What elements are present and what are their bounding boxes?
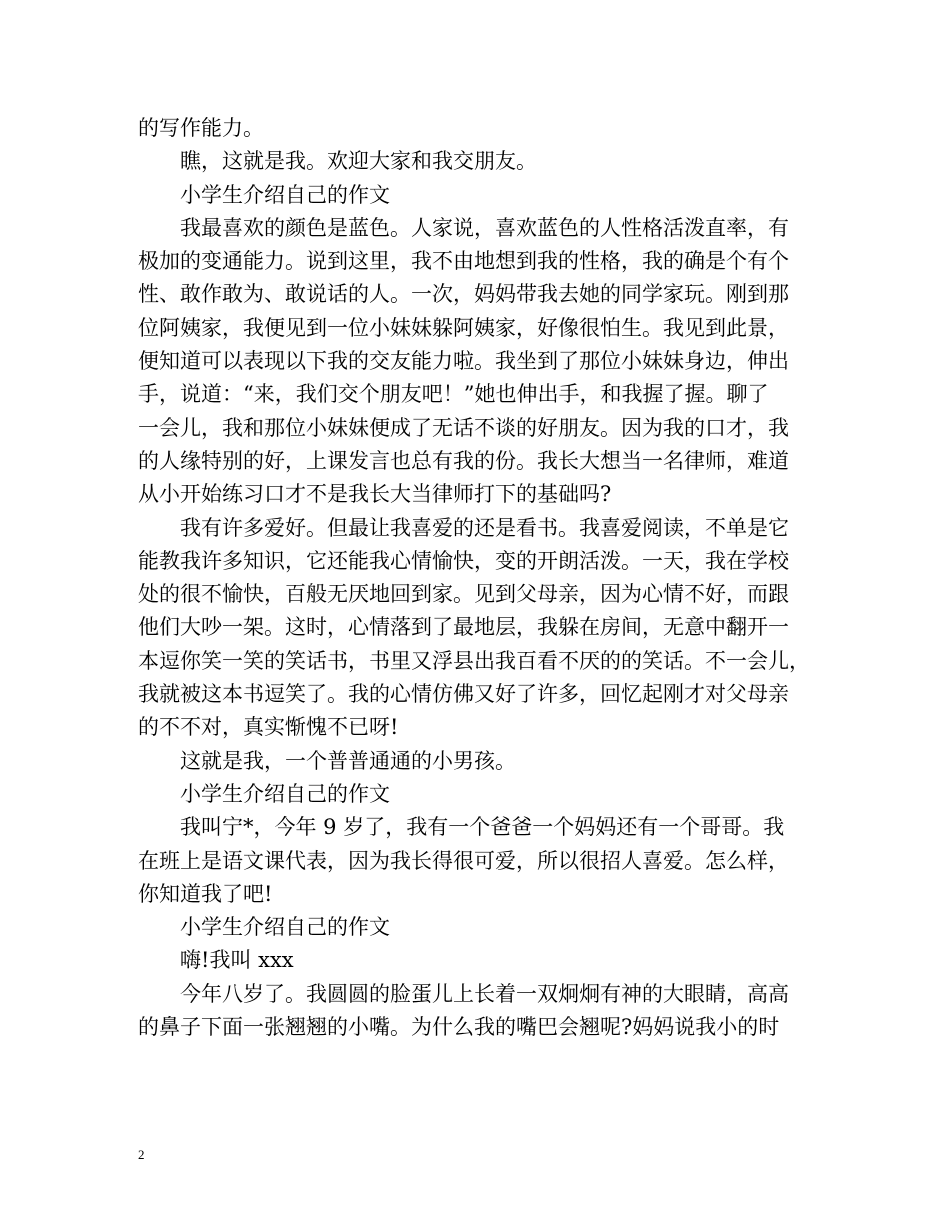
text-line: 本逗你笑一笑的笑话书，书里又浮县出我百看不厌的的笑话。不一会儿， xyxy=(138,648,810,673)
text-line: 性、敢作敢为、敢说话的人。一次，妈妈带我去她的同学家玩。刚到那 xyxy=(138,282,789,307)
text-line: 的不不对，真实惭愧不已呀! xyxy=(138,715,399,740)
text-line: 我就被这本书逗笑了。我的心情仿佛又好了许多，回忆起刚才对父母亲 xyxy=(138,682,789,707)
text-line: 今年八岁了。我圆圆的脸蛋儿上长着一双炯炯有神的大眼睛，高高 xyxy=(180,981,789,1006)
text-line: 在班上是语文课代表，因为我长得很可爱，所以很招人喜爱。怎么样， xyxy=(138,848,789,873)
text-line: 你知道我了吧! xyxy=(138,881,273,906)
text-line: 从小开始练习口才不是我长大当律师打下的基础吗? xyxy=(138,482,612,507)
text-line: 瞧，这就是我。欢迎大家和我交朋友。 xyxy=(180,149,537,174)
text-line: 我叫宁*，今年 9 岁了，我有一个爸爸一个妈妈还有一个哥哥。我 xyxy=(180,815,785,840)
text-line: 我最喜欢的颜色是蓝色。人家说，喜欢蓝色的人性格活泼直率，有 xyxy=(180,215,789,240)
text-line: 便知道可以表现以下我的交友能力啦。我坐到了那位小妹妹身边，伸出 xyxy=(138,349,789,374)
text-line: 的鼻子下面一张翘翘的小嘴。为什么我的嘴巴会翘呢?妈妈说我小的时 xyxy=(138,1015,780,1040)
text-line: 极加的变通能力。说到这里，我不由地想到我的性格，我的确是个有个 xyxy=(138,249,789,274)
text-line: 嗨!我叫 xxx xyxy=(180,948,294,973)
page-number: 2 xyxy=(138,1147,145,1162)
text-line: 手，说道：“来，我们交个朋友吧！”她也伸出手，和我握了握。聊了 xyxy=(138,382,769,407)
text-line: 位阿姨家，我便见到一位小妹妹躲阿姨家，好像很怕生。我见到此景， xyxy=(138,315,789,340)
text-line: 这就是我，一个普普通通的小男孩。 xyxy=(180,748,516,773)
body-text xyxy=(138,112,828,1044)
text-line: 能教我许多知识，它还能我心情愉快，变的开朗活泼。一天，我在学校 xyxy=(138,548,789,573)
text-line: 我有许多爱好。但最让我喜爱的还是看书。我喜爱阅读，不单是它 xyxy=(180,515,789,540)
text-line: 一会儿，我和那位小妹妹便成了无话不谈的好朋友。因为我的口才，我 xyxy=(138,415,789,440)
text-line: 的写作能力。 xyxy=(138,116,264,140)
text-line: 的人缘特别的好，上课发言也总有我的份。我长大想当一名律师，难道 xyxy=(138,448,789,473)
section-heading: 小学生介绍自己的作文 xyxy=(180,915,390,940)
text-line: 处的很不愉快，百般无厌地回到家。见到父母亲，因为心情不好，而跟 xyxy=(138,582,789,607)
section-heading: 小学生介绍自己的作文 xyxy=(180,182,390,207)
section-heading: 小学生介绍自己的作文 xyxy=(180,781,390,806)
text-line: 他们大吵一架。这时，心情落到了最地层，我躲在房间，无意中翻开一 xyxy=(138,615,789,640)
